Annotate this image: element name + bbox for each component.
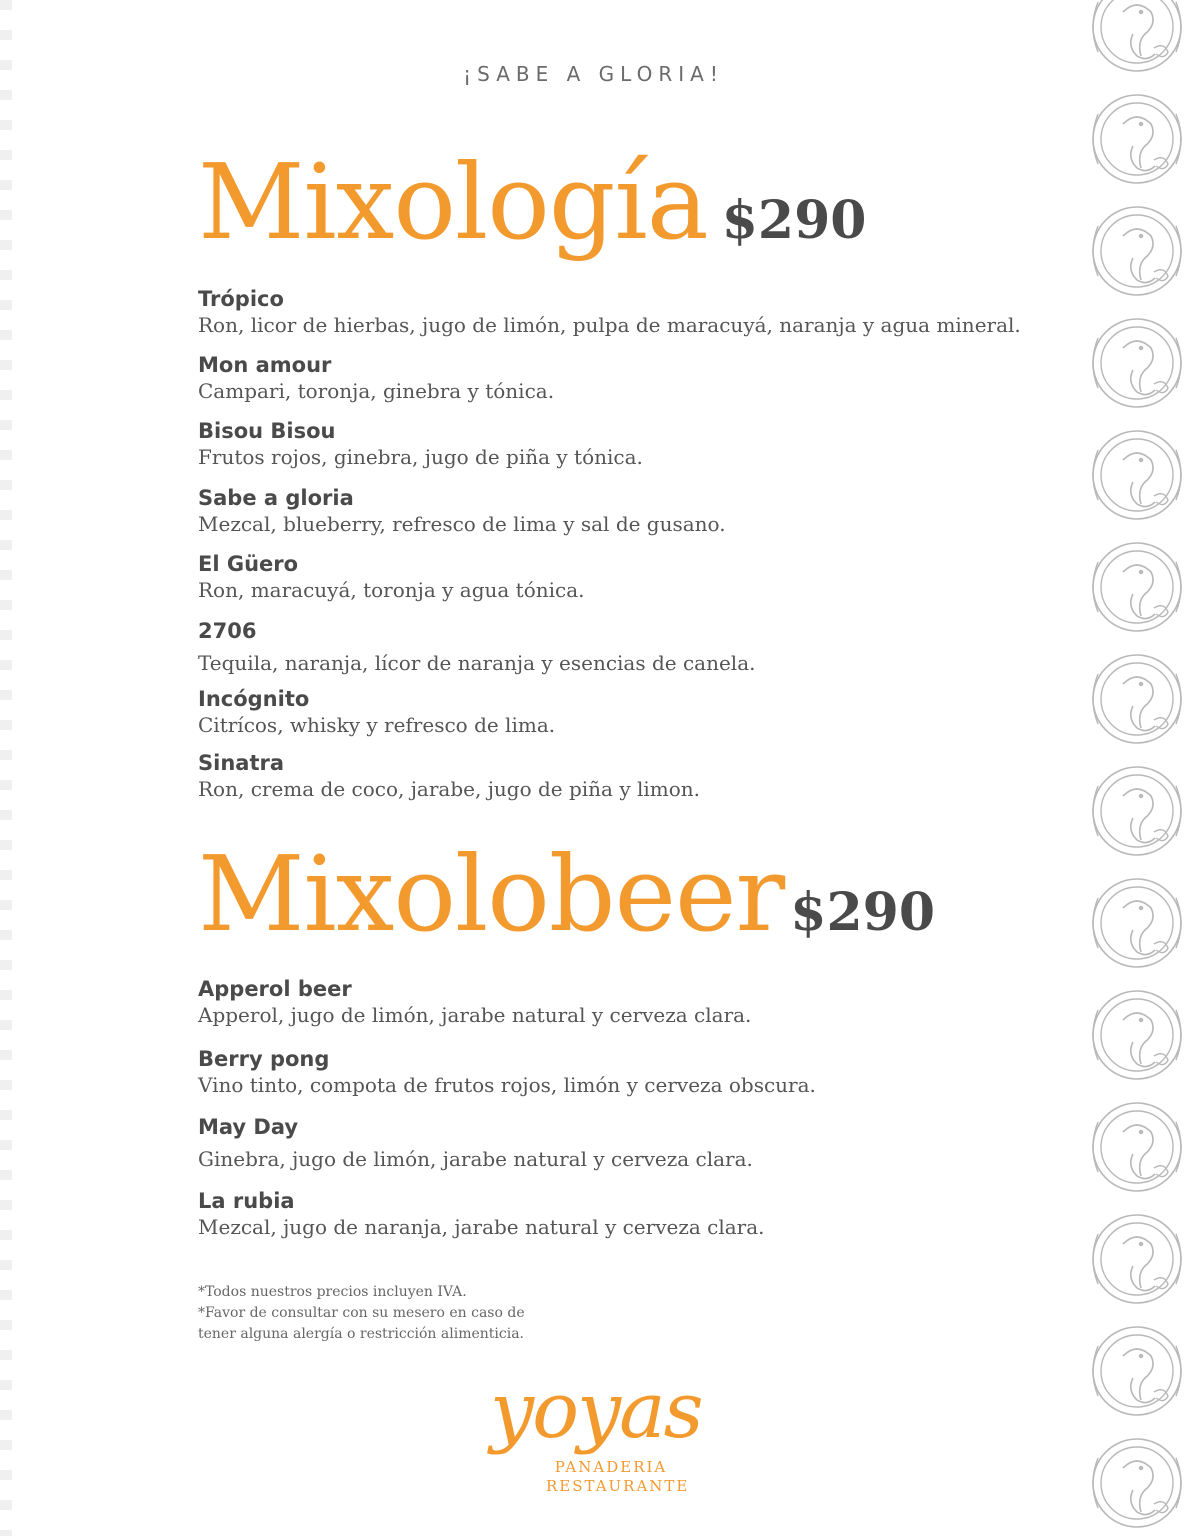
- item-name: Sinatra: [198, 751, 285, 775]
- item-description: Frutos rojos, ginebra, jugo de piña y tónica.: [198, 445, 643, 469]
- menu-item: [198, 1046, 1058, 1114]
- footnote: tener alguna alergía o restricción alimenticia.: [198, 1326, 524, 1342]
- item-description: Apperol, jugo de limón, jarabe natural y cerveza clara.: [198, 1003, 752, 1027]
- menu-item: [198, 976, 1058, 1046]
- logo-subtitle-line2: RESTAURANTE: [546, 1477, 690, 1495]
- item-name: El Güero: [198, 552, 299, 576]
- item-name: Berry pong: [198, 1047, 330, 1071]
- item-description: Tequila, naranja, lícor de naranja y esencias de canela.: [198, 651, 756, 675]
- footnote: *Todos nuestros precios incluyen IVA.: [198, 1284, 467, 1300]
- section-title: Mixología: [198, 141, 708, 263]
- bird-pattern-icon: [1088, 0, 1187, 1536]
- section-header-mixolobeer: [198, 833, 936, 955]
- section-price: $290: [790, 882, 936, 943]
- item-description: Ginebra, jugo de limón, jarabe natural y cerveza clara.: [198, 1147, 753, 1171]
- item-name: Bisou Bisou: [198, 419, 336, 443]
- item-description: Ron, licor de hierbas, jugo de limón, pulpa de maracuyá, naranja y agua mineral.: [198, 313, 1021, 337]
- item-description: Mezcal, jugo de naranja, jarabe natural y cerveza clara.: [198, 1215, 765, 1239]
- menu-item: [198, 286, 1058, 352]
- menu-item: [198, 1188, 1058, 1248]
- menu-list-mixolobeer: [198, 976, 1058, 1248]
- item-name: 2706: [198, 619, 257, 643]
- menu-item: [198, 618, 1058, 684]
- item-name: Incógnito: [198, 687, 310, 711]
- menu-item: [198, 750, 1058, 810]
- item-description: Citrícos, whisky y refresco de lima.: [198, 713, 556, 737]
- section-title: Mixolobeer: [198, 833, 785, 955]
- menu-list-mixologia: [198, 286, 1058, 810]
- footnote: *Favor de consultar con su mesero en caso de: [198, 1305, 525, 1321]
- item-name: May Day: [198, 1115, 299, 1139]
- menu-item: [198, 485, 1058, 551]
- left-edge-pattern: [0, 0, 12, 1536]
- logo-wordmark: yoyas: [490, 1366, 702, 1456]
- menu-item: [198, 686, 1058, 750]
- menu-item: [198, 1114, 1058, 1188]
- menu-item: [198, 551, 1058, 618]
- item-name: Mon amour: [198, 353, 332, 377]
- item-name: Sabe a gloria: [198, 486, 354, 510]
- item-description: Ron, crema de coco, jarabe, jugo de piña y limon.: [198, 777, 701, 801]
- menu-item: [198, 418, 1058, 485]
- section-header-mixologia: [198, 141, 867, 263]
- item-name: Apperol beer: [198, 977, 352, 1001]
- item-description: Vino tinto, compota de frutos rojos, limón y cerveza obscura.: [198, 1073, 816, 1097]
- item-description: Mezcal, blueberry, refresco de lima y sal de gusano.: [198, 512, 726, 536]
- item-description: Campari, toronja, ginebra y tónica.: [198, 379, 555, 403]
- menu-item: [198, 352, 1058, 418]
- logo-subtitle-line1: PANADERIA: [554, 1458, 668, 1476]
- item-description: Ron, maracuyá, toronja y agua tónica.: [198, 578, 585, 602]
- section-price: $290: [721, 190, 867, 251]
- item-name: Trópico: [198, 287, 284, 311]
- item-name: La rubia: [198, 1189, 295, 1213]
- restaurant-logo: [480, 1366, 720, 1502]
- tagline: ¡SABE A GLORIA!: [463, 62, 724, 86]
- footnotes: [198, 1282, 578, 1345]
- decorative-pattern-strip: [1088, 0, 1187, 1536]
